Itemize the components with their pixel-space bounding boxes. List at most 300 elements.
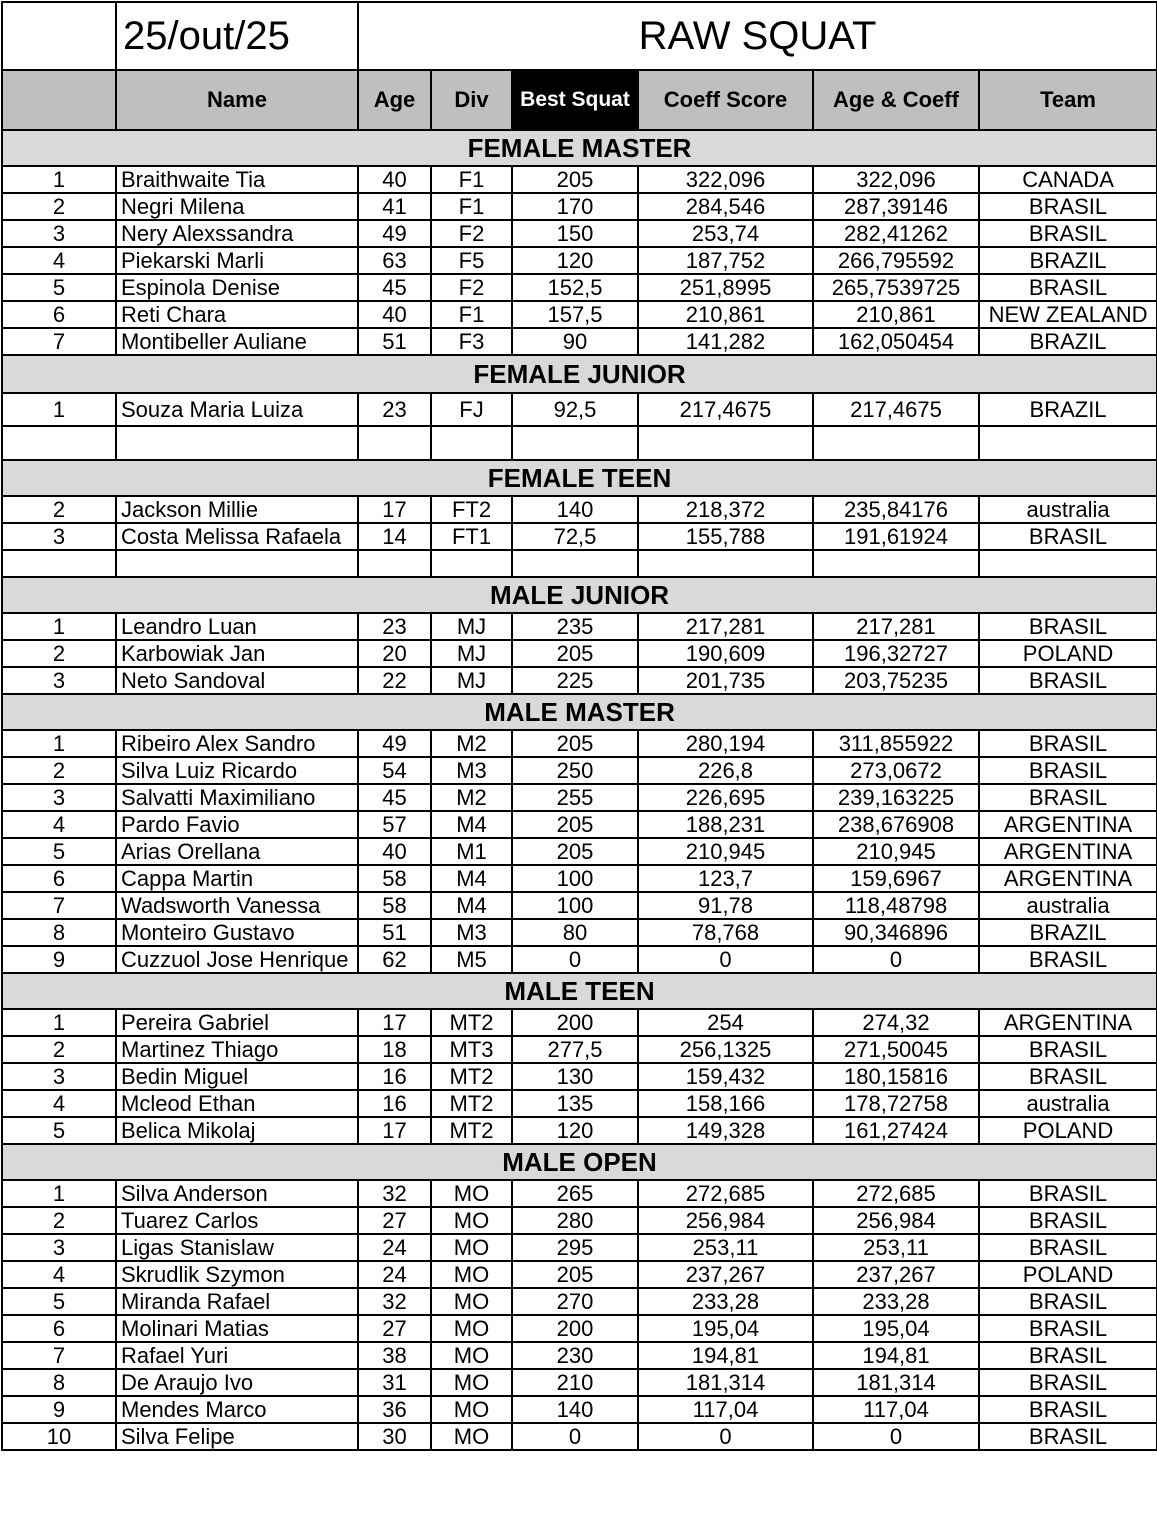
cell-team: BRASIL — [979, 1396, 1157, 1423]
category-title: FEMALE MASTER — [2, 130, 1157, 166]
category-row — [2, 460, 1157, 496]
cell-age: 17 — [358, 496, 431, 523]
cell-name: Mcleod Ethan — [116, 1090, 358, 1117]
cell-div: M5 — [431, 946, 512, 973]
cell-coeff: 253,74 — [638, 220, 813, 247]
cell-div: M4 — [431, 865, 512, 892]
cell-agecoeff: 239,163225 — [813, 784, 979, 811]
cell-agecoeff: 237,267 — [813, 1261, 979, 1288]
table-row — [2, 166, 1157, 193]
cell-name: Martinez Thiago — [116, 1036, 358, 1063]
column-header-row — [2, 70, 1157, 130]
empty-cell — [2, 426, 116, 460]
cell-name: Miranda Rafael — [116, 1288, 358, 1315]
cell-div: M1 — [431, 838, 512, 865]
cell-best: 100 — [512, 865, 638, 892]
cell-name: Arias Orellana — [116, 838, 358, 865]
cell-place: 1 — [2, 166, 116, 193]
cell-coeff: 210,945 — [638, 838, 813, 865]
cell-best: 250 — [512, 757, 638, 784]
cell-coeff: 117,04 — [638, 1396, 813, 1423]
table-row — [2, 1288, 1157, 1315]
cell-name: Skrudlik Szymon — [116, 1261, 358, 1288]
cell-age: 32 — [358, 1288, 431, 1315]
cell-place: 5 — [2, 1117, 116, 1144]
cell-best: 200 — [512, 1315, 638, 1342]
cell-place: 1 — [2, 613, 116, 640]
cell-team: BRASIL — [979, 1234, 1157, 1261]
cell-coeff: 210,861 — [638, 301, 813, 328]
cell-div: MT2 — [431, 1009, 512, 1036]
cell-team: BRASIL — [979, 1288, 1157, 1315]
cell-div: MO — [431, 1261, 512, 1288]
cell-div: MO — [431, 1288, 512, 1315]
cell-coeff: 217,281 — [638, 613, 813, 640]
cell-agecoeff: 178,72758 — [813, 1090, 979, 1117]
table-row — [2, 1180, 1157, 1207]
table-row — [2, 838, 1157, 865]
cell-age: 23 — [358, 393, 431, 426]
cell-best: 255 — [512, 784, 638, 811]
cell-best: 295 — [512, 1234, 638, 1261]
cell-agecoeff: 272,685 — [813, 1180, 979, 1207]
cell-best: 205 — [512, 1261, 638, 1288]
cell-coeff: 158,166 — [638, 1090, 813, 1117]
cell-age: 17 — [358, 1009, 431, 1036]
col-place — [2, 70, 116, 130]
cell-team: BRASIL — [979, 220, 1157, 247]
cell-place: 1 — [2, 393, 116, 426]
empty-cell — [116, 550, 358, 577]
cell-coeff: 284,546 — [638, 193, 813, 220]
cell-name: Mendes Marco — [116, 1396, 358, 1423]
cell-age: 58 — [358, 865, 431, 892]
cell-place: 5 — [2, 1288, 116, 1315]
cell-name: Negri Milena — [116, 193, 358, 220]
cell-age: 63 — [358, 247, 431, 274]
cell-name: Ribeiro Alex Sandro — [116, 730, 358, 757]
cell-age: 38 — [358, 1342, 431, 1369]
cell-best: 72,5 — [512, 523, 638, 550]
table-row — [2, 301, 1157, 328]
table-row — [2, 328, 1157, 355]
cell-place: 2 — [2, 1207, 116, 1234]
cell-agecoeff: 203,75235 — [813, 667, 979, 694]
table-row — [2, 220, 1157, 247]
cell-place: 5 — [2, 838, 116, 865]
cell-place: 3 — [2, 1234, 116, 1261]
cell-age: 45 — [358, 784, 431, 811]
table-row — [2, 1261, 1157, 1288]
cell-place: 3 — [2, 523, 116, 550]
cell-place: 1 — [2, 1180, 116, 1207]
col-age-coeff: Age & Coeff — [813, 70, 979, 130]
cell-agecoeff: 191,61924 — [813, 523, 979, 550]
cell-team: BRASIL — [979, 730, 1157, 757]
cell-best: 100 — [512, 892, 638, 919]
cell-team: BRAZIL — [979, 247, 1157, 274]
cell-div: F5 — [431, 247, 512, 274]
cell-team: ARGENTINA — [979, 865, 1157, 892]
cell-best: 140 — [512, 1396, 638, 1423]
cell-agecoeff: 233,28 — [813, 1288, 979, 1315]
cell-div: M4 — [431, 892, 512, 919]
cell-coeff: 226,8 — [638, 757, 813, 784]
cell-div: MO — [431, 1207, 512, 1234]
table-row — [2, 919, 1157, 946]
cell-best: 210 — [512, 1369, 638, 1396]
cell-age: 27 — [358, 1207, 431, 1234]
cell-name: Belica Mikolaj — [116, 1117, 358, 1144]
cell-best: 135 — [512, 1090, 638, 1117]
cell-best: 205 — [512, 730, 638, 757]
category-title: MALE MASTER — [2, 694, 1157, 730]
cell-best: 152,5 — [512, 274, 638, 301]
cell-name: Cappa Martin — [116, 865, 358, 892]
cell-coeff: 226,695 — [638, 784, 813, 811]
col-div: Div — [431, 70, 512, 130]
cell-agecoeff: 161,27424 — [813, 1117, 979, 1144]
cell-age: 51 — [358, 328, 431, 355]
cell-agecoeff: 253,11 — [813, 1234, 979, 1261]
cell-team: NEW ZEALAND — [979, 301, 1157, 328]
cell-coeff: 159,432 — [638, 1063, 813, 1090]
cell-div: MO — [431, 1315, 512, 1342]
cell-age: 49 — [358, 730, 431, 757]
cell-div: F1 — [431, 301, 512, 328]
cell-age: 40 — [358, 838, 431, 865]
empty-cell — [512, 550, 638, 577]
table-row — [2, 1063, 1157, 1090]
table-row — [2, 613, 1157, 640]
cell-div: F3 — [431, 328, 512, 355]
col-team: Team — [979, 70, 1157, 130]
cell-team: australia — [979, 892, 1157, 919]
cell-agecoeff: 311,855922 — [813, 730, 979, 757]
cell-div: M3 — [431, 919, 512, 946]
table-row — [2, 496, 1157, 523]
cell-coeff: 0 — [638, 1423, 813, 1450]
cell-age: 51 — [358, 919, 431, 946]
cell-name: Souza Maria Luiza — [116, 393, 358, 426]
table-row — [2, 946, 1157, 973]
category-row — [2, 973, 1157, 1009]
cell-best: 205 — [512, 166, 638, 193]
cell-best: 150 — [512, 220, 638, 247]
cell-age: 62 — [358, 946, 431, 973]
category-title: FEMALE TEEN — [2, 460, 1157, 496]
table-row — [2, 247, 1157, 274]
cell-coeff: 254 — [638, 1009, 813, 1036]
cell-place: 9 — [2, 946, 116, 973]
cell-name: Silva Luiz Ricardo — [116, 757, 358, 784]
cell-place: 6 — [2, 1315, 116, 1342]
cell-div: F1 — [431, 193, 512, 220]
cell-coeff: 0 — [638, 946, 813, 973]
cell-place: 3 — [2, 667, 116, 694]
cell-team: POLAND — [979, 1117, 1157, 1144]
cell-team: BRASIL — [979, 1315, 1157, 1342]
results-table — [1, 1, 1157, 1451]
cell-name: Silva Felipe — [116, 1423, 358, 1450]
cell-age: 16 — [358, 1090, 431, 1117]
cell-coeff: 78,768 — [638, 919, 813, 946]
cell-div: MO — [431, 1423, 512, 1450]
cell-coeff: 201,735 — [638, 667, 813, 694]
cell-name: Costa Melissa Rafaela — [116, 523, 358, 550]
cell-coeff: 141,282 — [638, 328, 813, 355]
cell-place: 3 — [2, 784, 116, 811]
table-row — [2, 1036, 1157, 1063]
empty-cell — [979, 550, 1157, 577]
category-row — [2, 130, 1157, 166]
cell-place: 10 — [2, 1423, 116, 1450]
cell-agecoeff: 195,04 — [813, 1315, 979, 1342]
cell-best: 270 — [512, 1288, 638, 1315]
table-row — [2, 1396, 1157, 1423]
cell-place: 7 — [2, 1342, 116, 1369]
cell-agecoeff: 273,0672 — [813, 757, 979, 784]
cell-team: BRASIL — [979, 274, 1157, 301]
cell-age: 58 — [358, 892, 431, 919]
table-row — [2, 730, 1157, 757]
cell-name: De Araujo Ivo — [116, 1369, 358, 1396]
empty-cell — [116, 426, 358, 460]
cell-best: 205 — [512, 811, 638, 838]
cell-agecoeff: 194,81 — [813, 1342, 979, 1369]
cell-div: MJ — [431, 613, 512, 640]
table-row — [2, 1369, 1157, 1396]
cell-place: 1 — [2, 1009, 116, 1036]
cell-age: 24 — [358, 1261, 431, 1288]
empty-cell — [358, 550, 431, 577]
cell-coeff: 272,685 — [638, 1180, 813, 1207]
cell-team: australia — [979, 1090, 1157, 1117]
cell-div: MT2 — [431, 1090, 512, 1117]
cell-div: FT1 — [431, 523, 512, 550]
col-age: Age — [358, 70, 431, 130]
cell-div: MO — [431, 1369, 512, 1396]
cell-agecoeff: 181,314 — [813, 1369, 979, 1396]
cell-name: Leandro Luan — [116, 613, 358, 640]
table-row — [2, 784, 1157, 811]
cell-coeff: 91,78 — [638, 892, 813, 919]
cell-team: BRASIL — [979, 1369, 1157, 1396]
col-name: Name — [116, 70, 358, 130]
cell-best: 265 — [512, 1180, 638, 1207]
cell-team: POLAND — [979, 640, 1157, 667]
cell-age: 17 — [358, 1117, 431, 1144]
cell-name: Pardo Favio — [116, 811, 358, 838]
cell-name: Pereira Gabriel — [116, 1009, 358, 1036]
cell-div: MO — [431, 1180, 512, 1207]
cell-best: 235 — [512, 613, 638, 640]
cell-div: MT2 — [431, 1117, 512, 1144]
cell-coeff: 188,231 — [638, 811, 813, 838]
cell-name: Espinola Denise — [116, 274, 358, 301]
cell-team: BRASIL — [979, 784, 1157, 811]
cell-coeff: 237,267 — [638, 1261, 813, 1288]
cell-agecoeff: 256,984 — [813, 1207, 979, 1234]
cell-div: MO — [431, 1342, 512, 1369]
cell-agecoeff: 238,676908 — [813, 811, 979, 838]
category-row — [2, 355, 1157, 393]
cell-coeff: 217,4675 — [638, 393, 813, 426]
cell-team: BRASIL — [979, 1207, 1157, 1234]
cell-place: 2 — [2, 757, 116, 784]
cell-name: Ligas Stanislaw — [116, 1234, 358, 1261]
cell-name: Silva Anderson — [116, 1180, 358, 1207]
cell-team: ARGENTINA — [979, 1009, 1157, 1036]
cell-place: 8 — [2, 919, 116, 946]
cell-best: 225 — [512, 667, 638, 694]
cell-div: M2 — [431, 784, 512, 811]
cell-div: MT3 — [431, 1036, 512, 1063]
cell-team: BRASIL — [979, 1342, 1157, 1369]
empty-cell — [358, 426, 431, 460]
cell-div: M4 — [431, 811, 512, 838]
cell-agecoeff: 217,4675 — [813, 393, 979, 426]
cell-name: Neto Sandoval — [116, 667, 358, 694]
category-row — [2, 577, 1157, 613]
table-row — [2, 667, 1157, 694]
cell-coeff: 155,788 — [638, 523, 813, 550]
cell-coeff: 253,11 — [638, 1234, 813, 1261]
cell-name: Molinari Matias — [116, 1315, 358, 1342]
category-row — [2, 694, 1157, 730]
cell-team: POLAND — [979, 1261, 1157, 1288]
cell-div: MO — [431, 1396, 512, 1423]
cell-agecoeff: 274,32 — [813, 1009, 979, 1036]
cell-team: BRASIL — [979, 1063, 1157, 1090]
cell-best: 0 — [512, 946, 638, 973]
cell-name: Nery Alexssandra — [116, 220, 358, 247]
cell-age: 23 — [358, 613, 431, 640]
table-row — [2, 1315, 1157, 1342]
cell-team: BRASIL — [979, 667, 1157, 694]
table-row — [2, 1423, 1157, 1450]
cell-team: CANADA — [979, 166, 1157, 193]
cell-age: 27 — [358, 1315, 431, 1342]
cell-coeff: 322,096 — [638, 166, 813, 193]
col-best-squat: Best Squat — [512, 70, 638, 130]
cell-place: 4 — [2, 1261, 116, 1288]
cell-agecoeff: 266,795592 — [813, 247, 979, 274]
cell-place: 6 — [2, 865, 116, 892]
table-row — [2, 1090, 1157, 1117]
corner-cell — [2, 2, 116, 70]
category-title: MALE TEEN — [2, 973, 1157, 1009]
cell-age: 24 — [358, 1234, 431, 1261]
cell-age: 54 — [358, 757, 431, 784]
cell-name: Tuarez Carlos — [116, 1207, 358, 1234]
cell-age: 40 — [358, 301, 431, 328]
table-row — [2, 523, 1157, 550]
cell-best: 120 — [512, 247, 638, 274]
table-row — [2, 757, 1157, 784]
cell-age: 31 — [358, 1369, 431, 1396]
table-row — [2, 865, 1157, 892]
cell-place: 6 — [2, 301, 116, 328]
cell-team: BRASIL — [979, 523, 1157, 550]
empty-cell — [638, 550, 813, 577]
cell-place: 7 — [2, 328, 116, 355]
cell-team: BRASIL — [979, 1180, 1157, 1207]
cell-place: 4 — [2, 1090, 116, 1117]
cell-age: 41 — [358, 193, 431, 220]
cell-place: 3 — [2, 220, 116, 247]
cell-place: 1 — [2, 730, 116, 757]
cell-agecoeff: 271,50045 — [813, 1036, 979, 1063]
cell-agecoeff: 322,096 — [813, 166, 979, 193]
cell-name: Jackson Millie — [116, 496, 358, 523]
cell-agecoeff: 0 — [813, 946, 979, 973]
cell-age: 14 — [358, 523, 431, 550]
cell-age: 40 — [358, 166, 431, 193]
cell-agecoeff: 210,945 — [813, 838, 979, 865]
cell-coeff: 181,314 — [638, 1369, 813, 1396]
table-row — [2, 1342, 1157, 1369]
cell-coeff: 195,04 — [638, 1315, 813, 1342]
table-row — [2, 393, 1157, 426]
empty-cell — [2, 550, 116, 577]
cell-coeff: 149,328 — [638, 1117, 813, 1144]
category-title: MALE OPEN — [2, 1144, 1157, 1180]
cell-team: BRASIL — [979, 1423, 1157, 1450]
category-row — [2, 1144, 1157, 1180]
cell-place: 2 — [2, 496, 116, 523]
cell-div: MJ — [431, 667, 512, 694]
cell-coeff: 194,81 — [638, 1342, 813, 1369]
cell-age: 16 — [358, 1063, 431, 1090]
cell-coeff: 280,194 — [638, 730, 813, 757]
empty-row — [2, 550, 1157, 577]
cell-age: 18 — [358, 1036, 431, 1063]
table-row — [2, 1207, 1157, 1234]
cell-div: M3 — [431, 757, 512, 784]
cell-team: BRAZIL — [979, 919, 1157, 946]
cell-agecoeff: 282,41262 — [813, 220, 979, 247]
cell-best: 170 — [512, 193, 638, 220]
table-row — [2, 640, 1157, 667]
cell-team: BRAZIL — [979, 328, 1157, 355]
cell-best: 230 — [512, 1342, 638, 1369]
cell-age: 49 — [358, 220, 431, 247]
table-row — [2, 193, 1157, 220]
cell-place: 2 — [2, 193, 116, 220]
cell-team: BRASIL — [979, 613, 1157, 640]
cell-name: Braithwaite Tia — [116, 166, 358, 193]
cell-name: Bedin Miguel — [116, 1063, 358, 1090]
cell-coeff: 256,1325 — [638, 1036, 813, 1063]
cell-agecoeff: 159,6967 — [813, 865, 979, 892]
cell-name: Salvatti Maximiliano — [116, 784, 358, 811]
cell-div: F2 — [431, 274, 512, 301]
table-row — [2, 811, 1157, 838]
cell-coeff: 123,7 — [638, 865, 813, 892]
cell-place: 4 — [2, 247, 116, 274]
cell-team: ARGENTINA — [979, 838, 1157, 865]
cell-best: 130 — [512, 1063, 638, 1090]
cell-agecoeff: 196,32727 — [813, 640, 979, 667]
cell-coeff: 187,752 — [638, 247, 813, 274]
cell-age: 32 — [358, 1180, 431, 1207]
cell-agecoeff: 0 — [813, 1423, 979, 1450]
empty-row — [2, 426, 1157, 460]
table-row — [2, 274, 1157, 301]
cell-agecoeff: 117,04 — [813, 1396, 979, 1423]
cell-div: MJ — [431, 640, 512, 667]
